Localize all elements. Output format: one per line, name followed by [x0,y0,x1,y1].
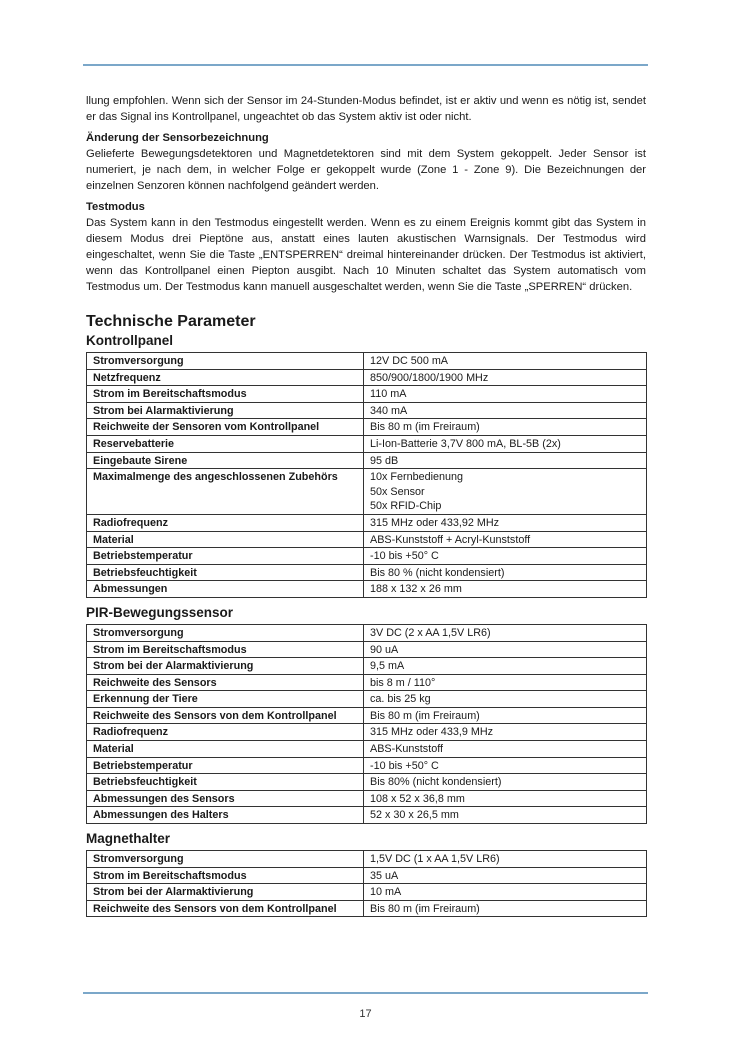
table-row [87,757,647,774]
param-name: Betriebstemperatur [87,757,364,774]
param-value: Bis 80 m (im Freiraum) [364,707,647,724]
footer-rule [83,992,648,994]
testmode-heading: Testmodus [86,201,145,213]
param-name: Stromversorgung [87,624,364,641]
table-row [87,353,647,370]
param-name: Strom bei der Alarmaktivierung [87,884,364,901]
param-value: 52 x 30 x 26,5 mm [364,807,647,824]
param-value: 3V DC (2 x AA 1,5V LR6) [364,624,647,641]
table-row [87,469,647,515]
param-name: Betriebsfeuchtigkeit [87,774,364,791]
page-number: 17 [359,1008,372,1020]
param-name: Eingebaute Sirene [87,452,364,469]
table-row [87,724,647,741]
param-name: Maximalmenge des angeschlossenen Zubehörs [87,469,364,515]
table-row [87,884,647,901]
table-row [87,658,647,675]
table-row [87,707,647,724]
param-name: Betriebstemperatur [87,548,364,565]
header-rule [83,64,648,66]
param-name: Strom im Bereitschaftsmodus [87,386,364,403]
table-row [87,386,647,403]
param-value: 10 mA [364,884,647,901]
param-value: -10 bis +50° C [364,548,647,565]
param-value: ca. bis 25 kg [364,691,647,708]
rename-paragraph: Gelieferte Bewegungsdetektoren und Magnetdetektoren sind mit dem System gekoppelt. Jeder Sensor ist numeriert, je nach dem, in welcher Folge er gekoppelt wurde (Zone 1 - Zone 9). Die Bezeichnungen der einzelnen Senzoren können nachfolgend geändert werden. [86,148,646,192]
intro-paragraph: llung empfohlen. Wenn sich der Sensor im 24-Stunden-Modus befindet, ist er aktiv und wenn es nötig ist, sendet er das Signal ins Kontrollpanel, ungeachtet ob das System aktiv ist oder nicht. [86,95,646,123]
table-row [87,402,647,419]
param-name: Reservebatterie [87,435,364,452]
table-row [87,514,647,531]
param-name: Material [87,531,364,548]
table-row [87,774,647,791]
table-row [87,369,647,386]
spec-table-pir-sensor [86,624,647,824]
param-value: 95 dB [364,452,647,469]
param-value: 850/900/1800/1900 MHz [364,369,647,386]
param-name: Material [87,741,364,758]
tech-params-title: Technische Parameter [86,313,256,330]
table-row [87,691,647,708]
table-row [87,531,647,548]
rename-heading: Änderung der Sensorbezeichnung [86,132,269,144]
table-row [87,548,647,565]
param-name: Betriebsfeuchtigkeit [87,564,364,581]
page-content [86,93,646,917]
param-value: Bis 80 m (im Freiraum) [364,419,647,436]
table-row [87,741,647,758]
param-name: Strom im Bereitschaftsmodus [87,867,364,884]
param-name: Stromversorgung [87,851,364,868]
param-value: 188 x 132 x 26 mm [364,581,647,598]
table-row [87,851,647,868]
table-row [87,867,647,884]
param-value: 315 MHz oder 433,9 MHz [364,724,647,741]
table-row [87,581,647,598]
param-value: ABS-Kunststoff + Acryl-Kunststoff [364,531,647,548]
param-name: Radiofrequenz [87,724,364,741]
table-row [87,624,647,641]
table-row [87,807,647,824]
table-row [87,790,647,807]
param-name: Strom im Bereitschaftsmodus [87,641,364,658]
param-value: ABS-Kunststoff [364,741,647,758]
param-value: 340 mA [364,402,647,419]
param-name: Abmessungen des Sensors [87,790,364,807]
table-row [87,419,647,436]
param-name: Reichweite der Sensoren vom Kontrollpanel [87,419,364,436]
param-value: Li-Ion-Batterie 3,7V 800 mA, BL-5B (2x) [364,435,647,452]
table-row [87,641,647,658]
table-title-pir-sensor: PIR-Bewegungssensor [86,604,234,620]
param-name: Strom bei der Alarmaktivierung [87,658,364,675]
param-name: Abmessungen des Halters [87,807,364,824]
table-title-magnet: Magnethalter [86,831,171,847]
table-row [87,674,647,691]
param-value: 10x Fernbedienung 50x Sensor 50x RFID-Chip [364,469,647,515]
param-name: Erkennung der Tiere [87,691,364,708]
table-row [87,900,647,917]
param-name: Reichweite des Sensors von dem Kontrollpanel [87,900,364,917]
param-value: 90 uA [364,641,647,658]
param-value: 108 x 52 x 36,8 mm [364,790,647,807]
param-value: 1,5V DC (1 x AA 1,5V LR6) [364,851,647,868]
table-row [87,564,647,581]
param-value: Bis 80% (nicht kondensiert) [364,774,647,791]
param-name: Radiofrequenz [87,514,364,531]
param-name: Abmessungen [87,581,364,598]
param-value: 35 uA [364,867,647,884]
table-row [87,452,647,469]
param-name: Netzfrequenz [87,369,364,386]
param-value: bis 8 m / 110° [364,674,647,691]
param-name: Reichweite des Sensors [87,674,364,691]
param-name: Strom bei Alarmaktivierung [87,402,364,419]
table-title-control-panel: Kontrollpanel [86,333,173,348]
param-value: 12V DC 500 mA [364,353,647,370]
param-name: Stromversorgung [87,353,364,370]
param-value: Bis 80 m (im Freiraum) [364,900,647,917]
param-name: Reichweite des Sensors von dem Kontrollpanel [87,707,364,724]
spec-table-control-panel [86,352,647,598]
param-value: 315 MHz oder 433,92 MHz [364,514,647,531]
param-value: 9,5 mA [364,658,647,675]
spec-table-magnet [86,850,647,917]
param-value: Bis 80 % (nicht kondensiert) [364,564,647,581]
table-row [87,435,647,452]
testmode-paragraph: Das System kann in den Testmodus eingestellt werden. Wenn es zu einem Ereignis kommt gibt das System in diesem Modus drei Pieptöne aus, anstatt eines lauten akustischen Warnsignals. Der Testmodus wird eingeschaltet, wenn Sie die Taste „ENTSPERREN“ dreimal hintereinander drücken. Der Testmodus ist aktiviert, wenn das Kontrollpanel einen Piepton ausgibt. Nach 10 Minuten schaltet das System automatisch vom Testmodus um. Der Testmodus kann manuell ausgeschaltet werden, wenn Sie die Taste „SPERREN“ drücken. [86,217,646,293]
param-value: -10 bis +50° C [364,757,647,774]
param-value: 110 mA [364,386,647,403]
